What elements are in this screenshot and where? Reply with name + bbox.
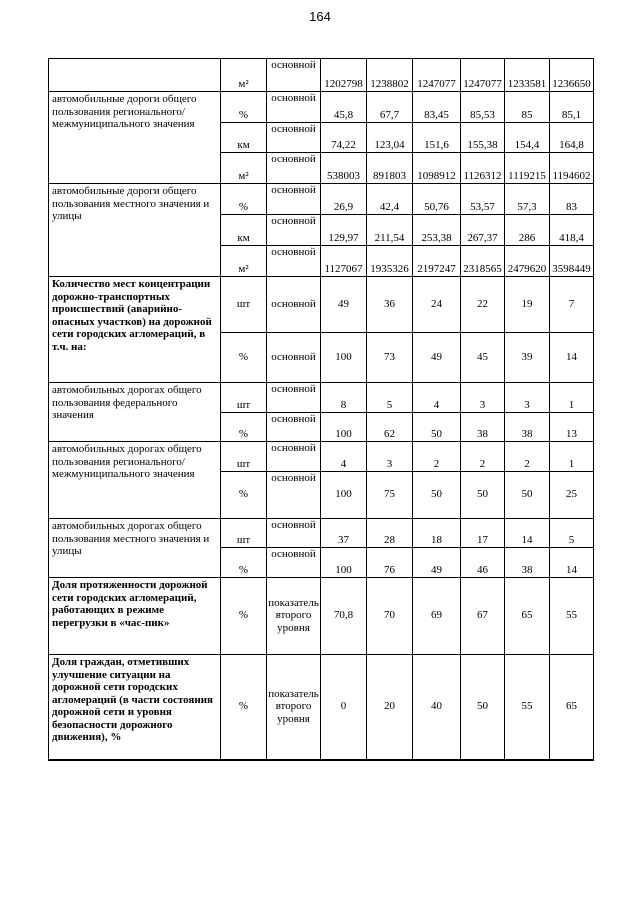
table-row bbox=[49, 277, 594, 333]
value-cell: 49 bbox=[413, 333, 461, 383]
value-cell: 2 bbox=[461, 442, 505, 472]
basis-cell: основной bbox=[267, 92, 321, 123]
unit-cell: % bbox=[221, 413, 267, 442]
value-cell: 2 bbox=[505, 442, 550, 472]
value-cell: 1935326 bbox=[367, 246, 413, 277]
value-cell: 65 bbox=[505, 578, 550, 655]
unit-cell: км bbox=[221, 123, 267, 153]
unit-cell: шт bbox=[221, 277, 267, 333]
value-cell: 55 bbox=[550, 578, 594, 655]
table-row bbox=[49, 383, 594, 413]
basis-cell: показатель второго уровня bbox=[267, 578, 321, 655]
basis-cell: основной bbox=[267, 277, 321, 333]
value-cell: 4 bbox=[413, 383, 461, 413]
indicator-name: автомобильных дорогах общего пользования регионального/ межмуниципального значения bbox=[49, 442, 221, 519]
value-cell: 253,38 bbox=[413, 215, 461, 246]
value-cell: 70 bbox=[367, 578, 413, 655]
value-cell: 418,4 bbox=[550, 215, 594, 246]
indicator-name: автомобильных дорогах общего пользования федерального значения bbox=[49, 383, 221, 442]
table-row bbox=[49, 92, 594, 123]
value-cell: 14 bbox=[505, 519, 550, 548]
value-cell: 17 bbox=[461, 519, 505, 548]
value-cell: 123,04 bbox=[367, 123, 413, 153]
value-cell: 538003 bbox=[321, 153, 367, 184]
value-cell: 49 bbox=[321, 277, 367, 333]
value-cell: 45,8 bbox=[321, 92, 367, 123]
indicator-name: Доля граждан, отметивших улучшение ситуации на дорожной сети городских агломераций (в части состояния дорожной сети и уровня безопасности дорожного движения), % bbox=[49, 655, 221, 760]
basis-cell: показатель второго уровня bbox=[267, 655, 321, 760]
unit-cell: шт bbox=[221, 519, 267, 548]
unit-cell: шт bbox=[221, 383, 267, 413]
unit-cell: км bbox=[221, 215, 267, 246]
value-cell: 100 bbox=[321, 413, 367, 442]
value-cell: 85,1 bbox=[550, 92, 594, 123]
value-cell: 3 bbox=[367, 442, 413, 472]
value-cell: 211,54 bbox=[367, 215, 413, 246]
value-cell: 22 bbox=[461, 277, 505, 333]
basis-cell: основной bbox=[267, 246, 321, 277]
value-cell: 67 bbox=[461, 578, 505, 655]
table-row bbox=[49, 442, 594, 472]
value-cell: 36 bbox=[367, 277, 413, 333]
value-cell: 164,8 bbox=[550, 123, 594, 153]
value-cell: 38 bbox=[505, 413, 550, 442]
unit-cell: % bbox=[221, 333, 267, 383]
value-cell: 267,37 bbox=[461, 215, 505, 246]
value-cell: 38 bbox=[461, 413, 505, 442]
value-cell: 73 bbox=[367, 333, 413, 383]
value-cell: 3 bbox=[461, 383, 505, 413]
value-cell: 1127067 bbox=[321, 246, 367, 277]
value-cell: 1236650 bbox=[550, 59, 594, 92]
value-cell: 5 bbox=[550, 519, 594, 548]
value-cell: 1119215 bbox=[505, 153, 550, 184]
value-cell: 155,38 bbox=[461, 123, 505, 153]
value-cell: 100 bbox=[321, 548, 367, 578]
value-cell: 2197247 bbox=[413, 246, 461, 277]
indicator-name: Количество мест концентрации дорожно-транспортных происшествий (аварийно-опасных участков) на дорожной сети городских агломераций, в т.ч. на: bbox=[49, 277, 221, 383]
value-cell: 1098912 bbox=[413, 153, 461, 184]
value-cell: 100 bbox=[321, 472, 367, 519]
table-row bbox=[49, 59, 594, 92]
table-row bbox=[49, 655, 594, 760]
value-cell: 39 bbox=[505, 333, 550, 383]
unit-cell: м² bbox=[221, 153, 267, 184]
value-cell: 24 bbox=[413, 277, 461, 333]
unit-cell: м² bbox=[221, 59, 267, 92]
indicator-name: автомобильные дороги общего пользования регионального/ межмуниципального значения bbox=[49, 92, 221, 184]
value-cell: 53,57 bbox=[461, 184, 505, 215]
basis-cell: основной bbox=[267, 153, 321, 184]
basis-cell: основной bbox=[267, 472, 321, 519]
page-number: 164 bbox=[309, 9, 331, 24]
value-cell: 25 bbox=[550, 472, 594, 519]
basis-cell: основной bbox=[267, 123, 321, 153]
value-cell: 14 bbox=[550, 333, 594, 383]
value-cell: 151,6 bbox=[413, 123, 461, 153]
value-cell: 62 bbox=[367, 413, 413, 442]
value-cell: 26,9 bbox=[321, 184, 367, 215]
value-cell: 2479620 bbox=[505, 246, 550, 277]
value-cell: 38 bbox=[505, 548, 550, 578]
value-cell: 28 bbox=[367, 519, 413, 548]
value-cell: 1 bbox=[550, 383, 594, 413]
value-cell: 37 bbox=[321, 519, 367, 548]
value-cell: 154,4 bbox=[505, 123, 550, 153]
value-cell: 7 bbox=[550, 277, 594, 333]
value-cell: 1 bbox=[550, 442, 594, 472]
value-cell: 1247077 bbox=[413, 59, 461, 92]
value-cell: 45 bbox=[461, 333, 505, 383]
value-cell: 55 bbox=[505, 655, 550, 760]
value-cell: 2318565 bbox=[461, 246, 505, 277]
value-cell: 46 bbox=[461, 548, 505, 578]
value-cell: 4 bbox=[321, 442, 367, 472]
value-cell: 83,45 bbox=[413, 92, 461, 123]
value-cell: 100 bbox=[321, 333, 367, 383]
table-row bbox=[49, 184, 594, 215]
value-cell: 891803 bbox=[367, 153, 413, 184]
value-cell: 18 bbox=[413, 519, 461, 548]
value-cell: 1233581 bbox=[505, 59, 550, 92]
value-cell: 50 bbox=[413, 472, 461, 519]
value-cell: 76 bbox=[367, 548, 413, 578]
value-cell: 1238802 bbox=[367, 59, 413, 92]
value-cell: 83 bbox=[550, 184, 594, 215]
value-cell: 5 bbox=[367, 383, 413, 413]
value-cell: 50 bbox=[461, 655, 505, 760]
unit-cell: м² bbox=[221, 246, 267, 277]
unit-cell: % bbox=[221, 184, 267, 215]
value-cell: 286 bbox=[505, 215, 550, 246]
basis-cell: основной bbox=[267, 184, 321, 215]
value-cell: 50 bbox=[413, 413, 461, 442]
indicators-table bbox=[48, 58, 594, 761]
indicator-name: автомобильных дорогах общего пользования местного значения и улицы bbox=[49, 519, 221, 578]
unit-cell: % bbox=[221, 92, 267, 123]
unit-cell: шт bbox=[221, 442, 267, 472]
table-row bbox=[49, 519, 594, 548]
value-cell: 0 bbox=[321, 655, 367, 760]
value-cell: 50,76 bbox=[413, 184, 461, 215]
table-row bbox=[49, 578, 594, 655]
value-cell: 49 bbox=[413, 548, 461, 578]
basis-cell: основной bbox=[267, 59, 321, 92]
value-cell: 3 bbox=[505, 383, 550, 413]
basis-cell: основной bbox=[267, 215, 321, 246]
value-cell: 19 bbox=[505, 277, 550, 333]
value-cell: 70,8 bbox=[321, 578, 367, 655]
value-cell: 8 bbox=[321, 383, 367, 413]
unit-cell: % bbox=[221, 548, 267, 578]
unit-cell: % bbox=[221, 472, 267, 519]
value-cell: 57,3 bbox=[505, 184, 550, 215]
value-cell: 129,97 bbox=[321, 215, 367, 246]
indicator-name: автомобильные дороги общего пользования местного значения и улицы bbox=[49, 184, 221, 277]
value-cell: 40 bbox=[413, 655, 461, 760]
value-cell: 50 bbox=[461, 472, 505, 519]
value-cell: 1194602 bbox=[550, 153, 594, 184]
indicator-name: Доля протяженности дорожной сети городских агломераций, работающих в режиме перегрузки в «час-пик» bbox=[49, 578, 221, 655]
value-cell: 13 bbox=[550, 413, 594, 442]
basis-cell: основной bbox=[267, 413, 321, 442]
value-cell: 65 bbox=[550, 655, 594, 760]
basis-cell: основной bbox=[267, 383, 321, 413]
value-cell: 2 bbox=[413, 442, 461, 472]
row-name-cell bbox=[49, 59, 221, 92]
basis-cell: основной bbox=[267, 333, 321, 383]
value-cell: 69 bbox=[413, 578, 461, 655]
value-cell: 75 bbox=[367, 472, 413, 519]
value-cell: 85,53 bbox=[461, 92, 505, 123]
unit-cell: % bbox=[221, 655, 267, 760]
value-cell: 1202798 bbox=[321, 59, 367, 92]
value-cell: 74,22 bbox=[321, 123, 367, 153]
basis-cell: основной bbox=[267, 519, 321, 548]
value-cell: 67,7 bbox=[367, 92, 413, 123]
value-cell: 20 bbox=[367, 655, 413, 760]
value-cell: 42,4 bbox=[367, 184, 413, 215]
value-cell: 14 bbox=[550, 548, 594, 578]
value-cell: 1247077 bbox=[461, 59, 505, 92]
value-cell: 1126312 bbox=[461, 153, 505, 184]
value-cell: 3598449 bbox=[550, 246, 594, 277]
unit-cell: % bbox=[221, 578, 267, 655]
value-cell: 50 bbox=[505, 472, 550, 519]
basis-cell: основной bbox=[267, 442, 321, 472]
value-cell: 85 bbox=[505, 92, 550, 123]
basis-cell: основной bbox=[267, 548, 321, 578]
